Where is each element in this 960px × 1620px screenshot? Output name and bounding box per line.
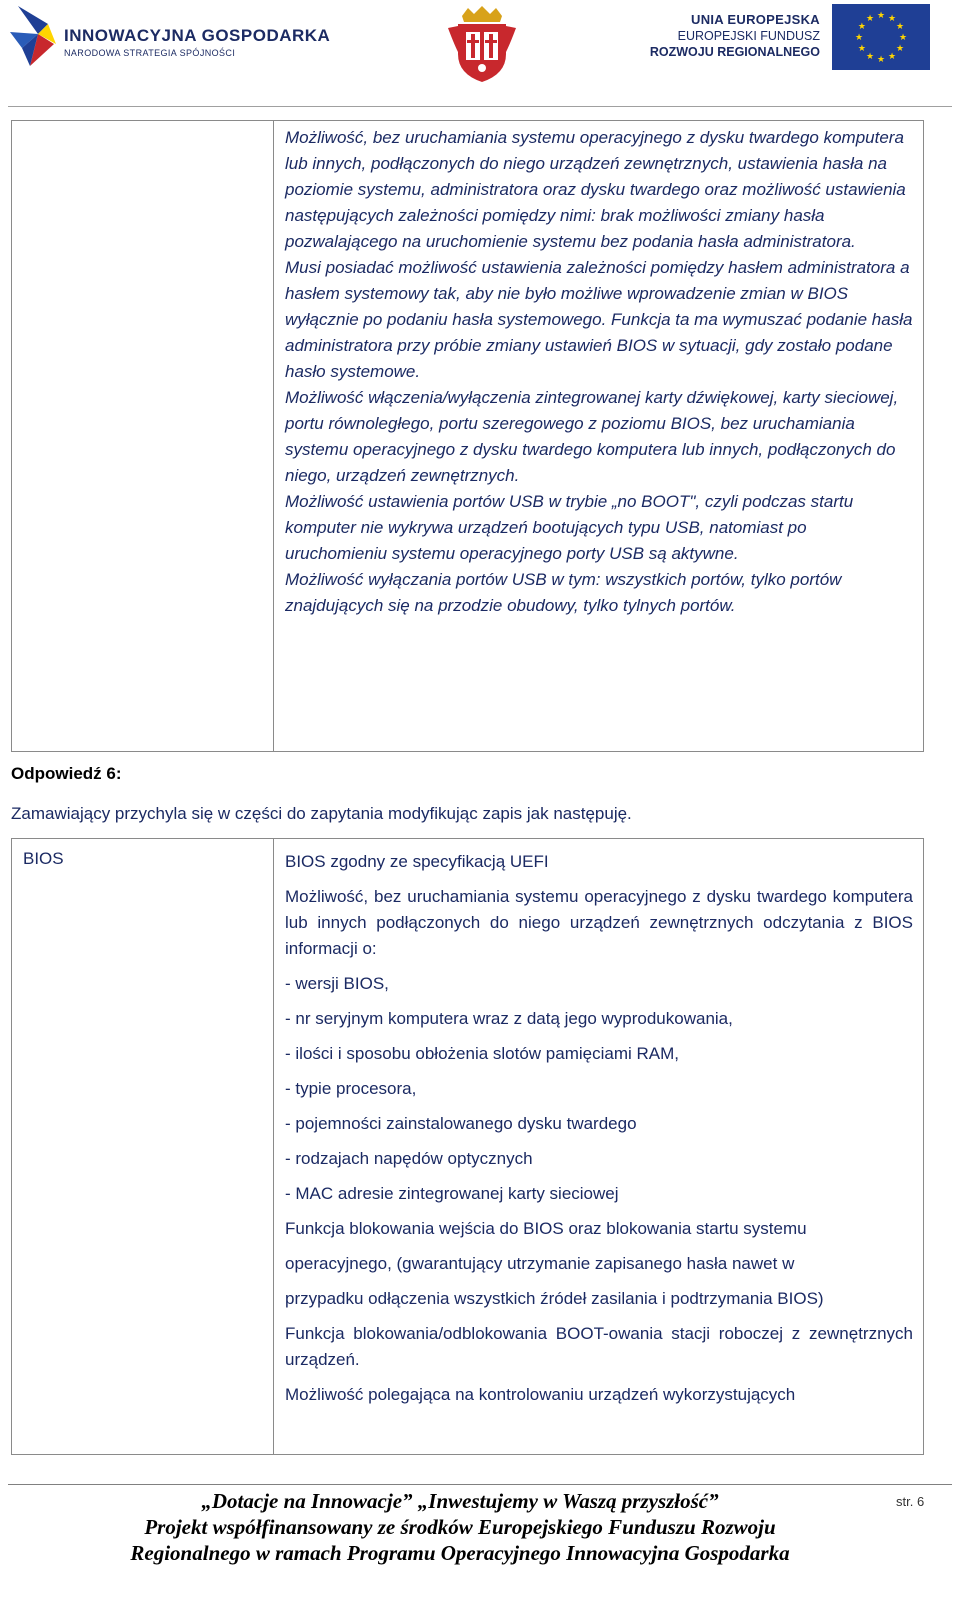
innowacyjna-gospodarka-logo: [8, 4, 331, 70]
eu-flag-icon: [832, 4, 930, 70]
bios-item: - typie procesora,: [285, 1079, 417, 1098]
bios-item: Funkcja blokowania/odblokowania BOOT-owania stacji roboczej z zewnętrznych urządzeń.: [285, 1324, 913, 1369]
bios-item: - rodzajach napędów optycznych: [285, 1149, 533, 1168]
eu-logo-line1: UNIA EUROPEJSKA: [691, 12, 820, 27]
answer-text: Zamawiający przychyla się w części do zapytania modyfikując zapis jak następuję.: [11, 804, 632, 823]
footer-line2: Projekt współfinansowany ze środków Europejskiego Funduszu Rozwoju: [144, 1515, 776, 1539]
eu-star-icon: ★: [876, 10, 886, 20]
eu-star-icon: ★: [876, 54, 886, 64]
requirement-paragraph: Możliwość, bez uruchamiania systemu operacyjnego z dysku twardego komputera lub innych, podłączonych do niego urządzeń zewnętrznych, ustawienia hasła na poziomie systemu, administratora oraz dysku twardego oraz możliwość ustawienia następujących zależności pomiędzy nimi: brak możliwości zmiany hasła pozwalającego na uruchomienie systemu bez podania hasła administratora.: [285, 128, 906, 251]
eu-star-icon: ★: [865, 12, 875, 23]
bios-item: Możliwość, bez uruchamiania systemu operacyjnego z dysku twardego komputera lub innych podłączonych do niego urządzeń zewnętrznych odczytania z BIOS informacji o:: [285, 887, 913, 958]
eu-logo-line3: ROZWOJU REGIONALNEGO: [649, 45, 820, 59]
table-cell-bios-spec: [274, 839, 924, 1455]
bios-item: - pojemności zainstalowanego dysku twardego: [285, 1114, 637, 1133]
coat-of-arms-icon: [444, 4, 520, 84]
page-number: str. 6: [896, 1494, 925, 1509]
bios-item: - MAC adresie zintegrowanej karty sieciowej: [285, 1184, 619, 1203]
bios-item: Możliwość polegająca na kontrolowaniu urządzeń wykorzystujących: [285, 1385, 796, 1404]
ig-logo-title: INNOWACYJNA GOSPODARKA: [64, 26, 331, 45]
requirements-table-modified: [11, 838, 924, 1455]
eu-star-icon: ★: [887, 12, 897, 23]
bios-item: - wersji BIOS,: [285, 974, 389, 993]
bios-item: - ilości i sposobu obłożenia slotów pamięciami RAM,: [285, 1044, 679, 1063]
bios-item: - nr seryjnym komputera wraz z datą jego wyprodukowania,: [285, 1009, 733, 1028]
bios-item: BIOS zgodny ze specyfikacją UEFI: [285, 852, 549, 871]
ig-logo-subtitle: NARODOWA STRATEGIA SPÓJNOŚCI: [64, 48, 236, 58]
requirement-paragraph: Możliwość wyłączania portów USB w tym: wszystkich portów, tylko portów znajdujących się na przodzie obudowy, tylko tylnych portów.: [285, 570, 842, 615]
bios-item: Funkcja blokowania wejścia do BIOS oraz blokowania startu systemu: [285, 1219, 807, 1238]
coat-of-arms-logo: [444, 4, 520, 84]
bios-item: przypadku odłączenia wszystkich źródeł zasilania i podtrzymania BIOS): [285, 1289, 824, 1308]
table-cell-requirements: [274, 121, 924, 752]
table-cell-empty: [12, 121, 274, 752]
eu-star-icon: ★: [865, 51, 875, 62]
eu-star-icon: ★: [854, 32, 864, 42]
requirements-table-original: [11, 120, 924, 752]
eu-star-icon: ★: [898, 32, 908, 42]
requirement-paragraph: Możliwość ustawienia portów USB w trybie „no BOOT", czyli podczas startu komputer nie wykrywa urządzeń bootujących typu USB, natomiast po uruchomieniu systemu operacyjnego porty USB są aktywne.: [285, 492, 854, 563]
footer-line3: Regionalnego w ramach Programu Operacyjnego Innowacyjna Gospodarka: [130, 1541, 790, 1565]
eu-star-icon: ★: [857, 21, 866, 31]
eu-star-icon: ★: [896, 43, 905, 53]
eu-logo-text: [640, 12, 820, 60]
eu-star-icon: ★: [857, 43, 866, 53]
footer: [60, 1488, 860, 1566]
eu-star-icon: ★: [896, 21, 905, 31]
requirement-paragraph: Musi posiadać możliwość ustawienia zależności pomiędzy hasłem administratora a hasłem systemowy tak, aby nie było możliwe wprowadzenie zmian w BIOS wyłącznie po podaniu hasła systemowego. Funkcja ta ma wymuszać podanie hasła administratora przy próbie zmiany ustawień BIOS w sytuacji, gdy zostało podane hasło systemowe.: [285, 258, 913, 381]
ig-star-icon: [8, 4, 60, 70]
eu-flag-logo: [832, 4, 930, 70]
eu-star-icon: ★: [887, 51, 897, 62]
answer-heading: Odpowiedź 6:: [11, 764, 122, 783]
requirement-paragraph: Możliwość włączenia/wyłączenia zintegrowanej karty dźwiękowej, karty sieciowej, portu równoległego, portu szeregowego z poziomu BIOS, bez uruchamiania systemu operacyjnego z dysku twardego komputera lub innych, podłączonych do niego, urządzeń zewnętrznych.: [285, 388, 899, 485]
footer-line1: „Dotacje na Innowacje” „Inwestujemy w Waszą przyszłość”: [201, 1489, 719, 1513]
bios-item: operacyjnego, (gwarantujący utrzymanie zapisanego hasła nawet w: [285, 1254, 795, 1273]
table-cell-label: BIOS: [12, 839, 274, 1455]
header-divider: [8, 106, 952, 107]
footer-divider: [8, 1484, 952, 1485]
eu-logo-line2: EUROPEJSKI FUNDUSZ: [677, 29, 820, 43]
